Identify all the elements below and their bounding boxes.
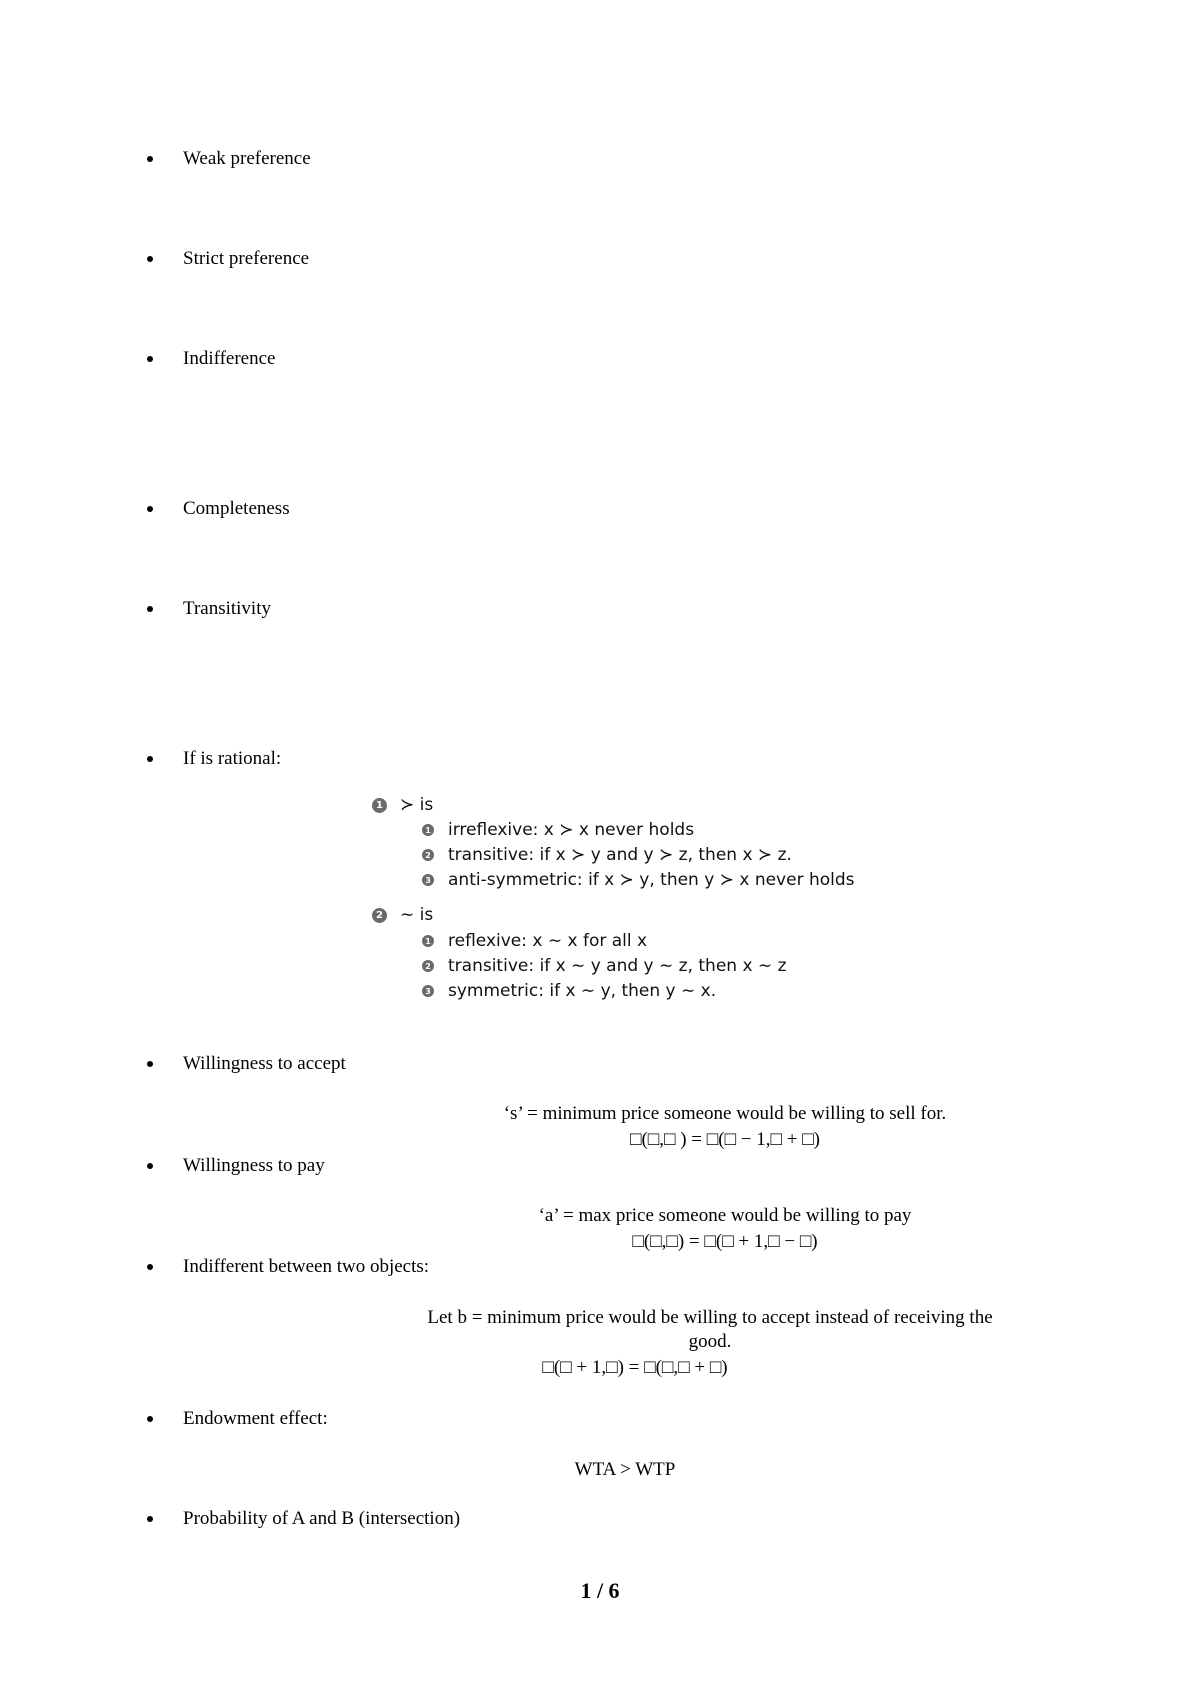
- bullet-dot-icon: [147, 256, 153, 262]
- endowment-statement: WTA > WTP: [574, 1459, 676, 1480]
- number-3-icon: 3: [422, 874, 434, 886]
- bullet-willingness-to-pay: [147, 1155, 325, 1177]
- bullet-label: Willingness to accept: [183, 1053, 346, 1074]
- bullet-dot-icon: [147, 1516, 153, 1522]
- bullet-dot-icon: [147, 1163, 153, 1169]
- bullet-dot-icon: [147, 606, 153, 612]
- indifferent-formula: □(□ + 1,□) = □(□,□ + □): [542, 1357, 728, 1378]
- bullet-rational: [147, 748, 281, 770]
- bullet-completeness: [147, 498, 290, 520]
- bullet-weak-preference: [147, 148, 311, 170]
- wtp-formula: □(□,□) = □(□ + 1,□ − □): [632, 1231, 818, 1252]
- bullet-transitivity: [147, 598, 271, 620]
- bullet-label: Probability of A and B (intersection): [183, 1508, 461, 1529]
- strict-irreflexive: 1 irreflexive: x ≻ x never holds: [422, 820, 694, 840]
- bullet-dot-icon: [147, 1061, 153, 1067]
- number-1-icon: 1: [422, 935, 434, 947]
- bullet-indifferent-two-objects: [147, 1256, 429, 1278]
- bullet-label: Weak preference: [183, 148, 311, 169]
- bullet-label: Willingness to pay: [183, 1155, 325, 1176]
- number-2-icon: 2: [422, 960, 434, 972]
- bullet-indifference: [147, 348, 275, 370]
- number-3-icon: 3: [422, 985, 434, 997]
- bullet-label: Completeness: [183, 498, 290, 519]
- wtp-definition: ‘a’ = max price someone would be willing to pay: [538, 1205, 912, 1226]
- strict-transitive: 2 transitive: if x ≻ y and y ≻ z, then x ≻ z.: [422, 845, 792, 865]
- bullet-dot-icon: [147, 1416, 153, 1422]
- wta-definition: ‘s’ = minimum price someone would be willing to sell for.: [503, 1103, 947, 1124]
- indifferent-definition-line2: good.: [688, 1331, 732, 1352]
- bullet-label: Indifferent between two objects:: [183, 1256, 430, 1277]
- bullet-label: Strict preference: [183, 248, 310, 269]
- indiff-transitive: 2 transitive: if x ∼ y and y ∼ z, then x ∼ z: [422, 956, 787, 976]
- bullet-label: Endowment effect:: [183, 1408, 328, 1429]
- bullet-label: Transitivity: [183, 598, 271, 619]
- page-number: 1 / 6: [580, 1578, 620, 1603]
- indifference-heading: 2 ∼ is: [372, 905, 433, 925]
- indifferent-definition-line1: Let b = minimum price would be willing to accept instead of receiving the: [427, 1307, 993, 1328]
- bullet-label: If is rational:: [183, 748, 282, 769]
- bullet-dot-icon: [147, 356, 153, 362]
- number-2-icon: 2: [422, 849, 434, 861]
- strict-anti-symmetric: 3 anti-symmetric: if x ≻ y, then y ≻ x never holds: [422, 870, 855, 890]
- bullet-endowment-effect: [147, 1408, 328, 1430]
- bullet-strict-preference: [147, 248, 309, 270]
- wta-formula: □(□,□ ) = □(□ − 1,□ + □): [629, 1129, 821, 1150]
- number-2-icon: 2: [372, 908, 387, 923]
- bullet-willingness-to-accept: [147, 1053, 346, 1075]
- indiff-reflexive: 1 reflexive: x ∼ x for all x: [422, 931, 647, 951]
- bullet-dot-icon: [147, 1264, 153, 1270]
- number-1-icon: 1: [372, 798, 387, 813]
- indiff-symmetric: 3 symmetric: if x ∼ y, then y ∼ x.: [422, 981, 716, 1001]
- bullet-probability-intersection: [147, 1508, 460, 1530]
- bullet-dot-icon: [147, 156, 153, 162]
- bullet-label: Indifference: [183, 348, 276, 369]
- number-1-icon: 1: [422, 824, 434, 836]
- strict-preference-heading: 1 ≻ is: [372, 795, 433, 815]
- bullet-dot-icon: [147, 756, 153, 762]
- bullet-dot-icon: [147, 506, 153, 512]
